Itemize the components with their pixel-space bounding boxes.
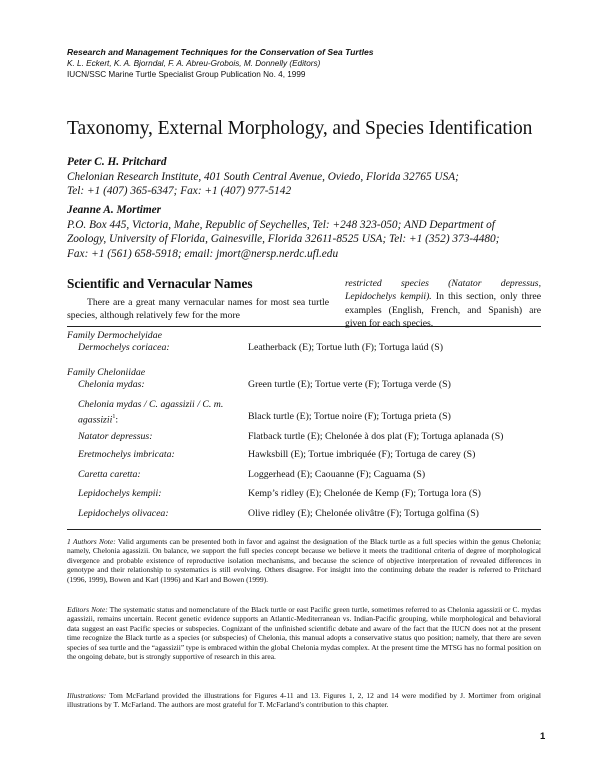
publication-line: IUCN/SSC Marine Turtle Specialist Group Publication No. 4, 1999 bbox=[67, 70, 306, 79]
vernacular-names: Olive ridley (E); Chelonée olivâtre (F); Tortuga golfina (S) bbox=[248, 508, 479, 519]
author-affiliation: Chelonian Research Institute, 401 South Central Avenue, Oviedo, Florida 32765 USA; bbox=[67, 170, 459, 183]
table-bottom-rule bbox=[67, 529, 541, 530]
author-contact: Fax: +1 (561) 658-5918; email: jmort@nersp.nerdc.ufl.edu bbox=[67, 247, 339, 260]
footnote-label: Illustrations: bbox=[67, 691, 107, 700]
vernacular-names: Green turtle (E); Tortue verte (F); Tortuga verde (S) bbox=[248, 379, 451, 390]
species-name: Lepidochelys olivacea: bbox=[78, 508, 169, 519]
family-label: Family Dermochelyidae bbox=[67, 330, 162, 341]
footnote-text: Tom McFarland provided the illustrations for Figures 4-11 and 13. Figures 1, 2, 12 and 14 were modified by J. Mortimer from original illustrations by T. McFarland. The authors are most grateful for T. McFarland’s contribution to this chapter. bbox=[67, 691, 541, 710]
running-header bbox=[67, 47, 547, 80]
intro-paragraph-left: There are a great many vernacular names for most sea turtle species, although relatively few for the more bbox=[67, 297, 329, 322]
species-name bbox=[78, 399, 238, 427]
author-block-2 bbox=[67, 203, 547, 261]
author-address-line: Zoology, University of Florida, Gainesville, Florida 32611-8525 USA; Tel: +1 (352) 373-4480; bbox=[67, 233, 500, 246]
colon: : bbox=[115, 414, 119, 426]
editors-note bbox=[67, 605, 541, 661]
author-address-line: P.O. Box 445, Victoria, Mahe, Republic of Seychelles, Tel: +248 323-050; AND Department of bbox=[67, 218, 495, 231]
table-top-rule bbox=[67, 326, 541, 327]
species-name: Chelonia mydas: bbox=[78, 379, 145, 390]
vernacular-names: Black turtle (E); Tortue noire (F); Tortuga prieta (S) bbox=[248, 411, 451, 422]
species-name: Lepidochelys kempii: bbox=[78, 488, 162, 499]
series-title: Research and Management Techniques for the Conservation of Sea Turtles bbox=[67, 47, 374, 57]
footnote-marker: 1 bbox=[112, 414, 116, 421]
vernacular-names: Flatback turtle (E); Chelonée à dos plat (F); Tortuga aplanada (S) bbox=[248, 431, 504, 442]
author-name: Peter C. H. Pritchard bbox=[67, 156, 167, 168]
species-examples: restricted species (Natator depressus, Lepidochelys kempii). bbox=[345, 278, 541, 303]
illustrations-note bbox=[67, 691, 541, 710]
intro-paragraph-right bbox=[345, 277, 541, 330]
section-heading: Scientific and Vernacular Names bbox=[67, 276, 253, 291]
species-name-text: Chelonia mydas / C. agassizii / C. m. agassizii bbox=[78, 399, 224, 426]
editors-line: K. L. Eckert, K. A. Bjorndal, F. A. Abreu-Grobois, M. Donnelly (Editors) bbox=[67, 59, 321, 68]
footnote-label: Editors Note: bbox=[67, 605, 108, 614]
species-name: Natator depressus: bbox=[78, 431, 153, 442]
authors-footnote bbox=[67, 537, 541, 584]
chapter-title: Taxonomy, External Morphology, and Species Identification bbox=[67, 118, 533, 139]
vernacular-names: Leatherback (E); Tortue luth (F); Tortuga laúd (S) bbox=[248, 342, 443, 353]
paragraph-text: In this section, only three examples (English, French, and Spanish) are given for each species. bbox=[345, 291, 541, 329]
vernacular-names: Hawksbill (E); Tortue imbriquée (F); Tortuga de carey (S) bbox=[248, 449, 476, 460]
author-name: Jeanne A. Mortimer bbox=[67, 204, 162, 216]
footnote-label: 1 Authors Note: bbox=[67, 537, 116, 546]
species-name: Caretta caretta: bbox=[78, 469, 141, 480]
footnote-text: The systematic status and nomenclature of the Black turtle or east Pacific green turtle, sometimes referred to as Chelonia agassizii or C. mydas agassizii, remains uncertain. Recent genetic evidence supports an Atlantic-Mediterranean vs. Indian-Pacific grouping, while morphological and behavioral data suggest an east Pacific species or subspecies. Cognizant of the unfinished scientific debate and aware of the fact that the IUCN does not at the present time recognize the Black turtle as a species (or subspecies) of Chelonia, this manual adopts a conservative status quo position; namely, that there are seven species of sea turtle and the “agassizii” type is embraced within the global Chelonia mydas complex. At the present time the MTSG has no formal position on the ongoing debate, but is strongly supportive of research in this area. bbox=[67, 605, 541, 662]
author-block-1 bbox=[67, 155, 547, 199]
author-contact: Tel: +1 (407) 365-6347; Fax: +1 (407) 977-5142 bbox=[67, 185, 292, 198]
species-name: Dermochelys coriacea: bbox=[78, 342, 170, 353]
vernacular-names: Loggerhead (E); Caouanne (F); Caguama (S) bbox=[248, 469, 426, 480]
species-name: Eretmochelys imbricata: bbox=[78, 449, 175, 460]
page-number: 1 bbox=[540, 731, 546, 742]
family-label: Family Cheloniidae bbox=[67, 367, 146, 378]
footnote-text: Valid arguments can be presented both in favor and against the designation of the Black turtle as a full species within the genus Chelonia; namely, Chelonia agassizii. On balance, we support the full species concept because we believe it meets the traditional criteria of degree of morphological divergence and probable existence of reproductive isolation mechanisms, and because the science of objective interpretation of revealed differences in genotype and their relationship to systematics is still evolving. Others disagree. For insight into the continuing debate the reader is referred to Pritchard (1996, 1999), Bowen and Karl (1996) and Karl and Bowen (1999). bbox=[67, 537, 542, 584]
vernacular-names: Kemp’s ridley (E); Chelonée de Kemp (F); Tortuga lora (S) bbox=[248, 488, 481, 499]
